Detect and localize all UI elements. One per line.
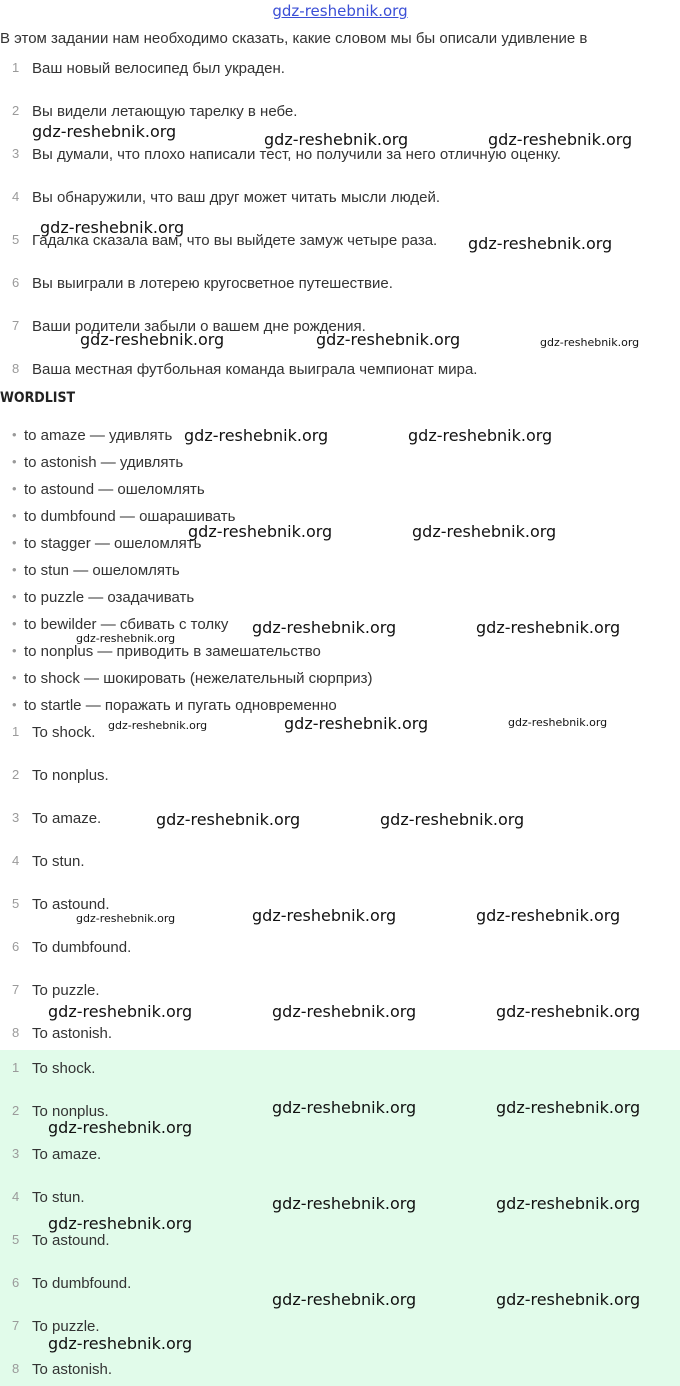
watermark-text: gdz-reshebnik.org xyxy=(272,1098,417,1117)
situation-text: Ваши родители забыли о вашем дне рождения. xyxy=(32,318,366,335)
situation-text: Вы выиграли в лотерею кругосветное путешествие. xyxy=(32,275,393,292)
wordlist-entry: to astonish — удивлять xyxy=(24,454,184,471)
wordlist-entry: to startle — поражать и пугать одновременно xyxy=(24,697,337,714)
wordlist-item xyxy=(0,427,680,449)
wordlist-entry: to stagger — ошеломлять xyxy=(24,535,202,552)
watermark-text: gdz-reshebnik.org xyxy=(540,336,640,349)
task-intro: В этом задании нам необходимо сказать, какие словом мы бы описали удивление в xyxy=(0,30,588,47)
watermark-text: gdz-reshebnik.org xyxy=(252,618,397,637)
watermark-text: gdz-reshebnik.org xyxy=(488,130,633,149)
answer-text: To shock. xyxy=(32,724,96,741)
highlighted-answer-text: To stun. xyxy=(32,1189,85,1206)
highlighted-answer-number: 7 xyxy=(12,1318,20,1333)
answer-item xyxy=(0,939,680,961)
answer-number: 4 xyxy=(12,853,20,868)
situation-number: 7 xyxy=(12,318,20,333)
highlighted-answer-item xyxy=(0,1361,680,1383)
situation-item xyxy=(0,361,680,383)
wordlist-item xyxy=(0,589,680,611)
wordlist-entry: to astound — ошеломлять xyxy=(24,481,205,498)
highlighted-answer-text: To nonplus. xyxy=(32,1103,109,1120)
watermark-text: gdz-reshebnik.org xyxy=(48,1002,193,1021)
wordlist-item xyxy=(0,481,680,503)
answer-item xyxy=(0,853,680,875)
highlighted-answer-number: 5 xyxy=(12,1232,20,1247)
situation-text: Вы видели летающую тарелку в небе. xyxy=(32,103,298,120)
situation-item xyxy=(0,189,680,211)
bullet-icon: • xyxy=(12,562,17,577)
bullet-icon: • xyxy=(12,427,17,442)
answer-item xyxy=(0,982,680,1004)
situation-number: 5 xyxy=(12,232,20,247)
highlighted-answer-number: 4 xyxy=(12,1189,20,1204)
answer-text: To amaze. xyxy=(32,810,102,827)
answer-number: 6 xyxy=(12,939,20,954)
wordlist-item xyxy=(0,670,680,692)
watermark-text: gdz-reshebnik.org xyxy=(496,1290,641,1309)
wordlist-entry: to shock — шокировать (нежелательный сюрприз) xyxy=(24,670,373,687)
watermark-text: gdz-reshebnik.org xyxy=(380,810,525,829)
situation-number: 3 xyxy=(12,146,20,161)
watermark-text: gdz-reshebnik.org xyxy=(76,912,176,925)
highlighted-answer-text: To dumbfound. xyxy=(32,1275,132,1292)
situation-number: 8 xyxy=(12,361,20,376)
wordlist-entry: to bewilder — сбивать с толку xyxy=(24,616,229,633)
situation-item xyxy=(0,146,680,168)
watermark-text: gdz-reshebnik.org xyxy=(156,810,301,829)
watermark-text: gdz-reshebnik.org xyxy=(476,618,621,637)
bullet-icon: • xyxy=(12,454,17,469)
situation-text: Гадалка сказала вам, что вы выйдете замуж четыре раза. xyxy=(32,232,438,249)
watermark-text: gdz-reshebnik.org xyxy=(316,330,461,349)
wordlist-title: WORDLIST xyxy=(0,390,76,406)
bullet-icon: • xyxy=(12,589,17,604)
bullet-icon: • xyxy=(12,616,17,631)
highlighted-answer-number: 8 xyxy=(12,1361,20,1376)
answer-item xyxy=(0,767,680,789)
watermark-text: gdz-reshebnik.org xyxy=(284,714,429,733)
bullet-icon: • xyxy=(12,535,17,550)
watermark-text: gdz-reshebnik.org xyxy=(252,906,397,925)
answer-number: 1 xyxy=(12,724,20,739)
watermark-text: gdz-reshebnik.org xyxy=(80,330,225,349)
situation-item xyxy=(0,275,680,297)
watermark-text: gdz-reshebnik.org xyxy=(468,234,613,253)
answer-number: 7 xyxy=(12,982,20,997)
answer-number: 2 xyxy=(12,767,20,782)
bullet-icon: • xyxy=(12,697,17,712)
answer-number: 3 xyxy=(12,810,20,825)
watermark-text: gdz-reshebnik.org xyxy=(188,522,333,541)
highlighted-answer-number: 3 xyxy=(12,1146,20,1161)
watermark-text: gdz-reshebnik.org xyxy=(496,1098,641,1117)
situation-text: Вы обнаружили, что ваш друг может читать мысли людей. xyxy=(32,189,441,206)
wordlist-entry: to dumbfound — ошарашивать xyxy=(24,508,236,525)
highlighted-answer-item xyxy=(0,1232,680,1254)
site-link[interactable]: gdz-reshebnik.org xyxy=(272,2,408,20)
wordlist-entry: to amaze — удивлять xyxy=(24,427,173,444)
highlighted-answer-number: 2 xyxy=(12,1103,20,1118)
wordlist-entry: to stun — ошеломлять xyxy=(24,562,180,579)
watermark-text: gdz-reshebnik.org xyxy=(508,716,608,729)
highlighted-answer-text: To astound. xyxy=(32,1232,110,1249)
wordlist-item xyxy=(0,454,680,476)
bullet-icon: • xyxy=(12,481,17,496)
situation-number: 6 xyxy=(12,275,20,290)
watermark-text: gdz-reshebnik.org xyxy=(408,426,553,445)
watermark-text: gdz-reshebnik.org xyxy=(48,1334,193,1353)
watermark-text: gdz-reshebnik.org xyxy=(412,522,557,541)
answer-item xyxy=(0,1025,680,1047)
answer-item xyxy=(0,810,680,832)
answer-text: To astound. xyxy=(32,896,110,913)
highlighted-answer-text: To amaze. xyxy=(32,1146,102,1163)
watermark-text: gdz-reshebnik.org xyxy=(264,130,409,149)
wordlist-entry: to puzzle — озадачивать xyxy=(24,589,195,606)
watermark-text: gdz-reshebnik.org xyxy=(272,1194,417,1213)
answer-text: To nonplus. xyxy=(32,767,109,784)
situation-number: 1 xyxy=(12,60,20,75)
answer-number: 8 xyxy=(12,1025,20,1040)
watermark-text: gdz-reshebnik.org xyxy=(272,1290,417,1309)
highlighted-answer-item xyxy=(0,1146,680,1168)
watermark-text: gdz-reshebnik.org xyxy=(48,1214,193,1233)
answer-text: To puzzle. xyxy=(32,982,100,999)
situation-text: Ваша местная футбольная команда выиграла чемпионат мира. xyxy=(32,361,478,378)
watermark-text: gdz-reshebnik.org xyxy=(76,632,176,645)
wordlist-item xyxy=(0,508,680,530)
watermark-text: gdz-reshebnik.org xyxy=(272,1002,417,1021)
bullet-icon: • xyxy=(12,643,17,658)
situation-number: 4 xyxy=(12,189,20,204)
situation-text: Вы думали, что плохо написали тест, но получили за него отличную оценку. xyxy=(32,146,561,163)
situation-item xyxy=(0,60,680,82)
answer-text: To astonish. xyxy=(32,1025,113,1042)
watermark-text: gdz-reshebnik.org xyxy=(48,1118,193,1137)
watermark-text: gdz-reshebnik.org xyxy=(32,122,177,141)
highlighted-answer-text: To puzzle. xyxy=(32,1318,100,1335)
bullet-icon: • xyxy=(12,508,17,523)
situation-text: Ваш новый велосипед был украден. xyxy=(32,60,285,77)
watermark-text: gdz-reshebnik.org xyxy=(184,426,329,445)
watermark-text: gdz-reshebnik.org xyxy=(496,1002,641,1021)
watermark-text: gdz-reshebnik.org xyxy=(108,719,208,732)
situation-number: 2 xyxy=(12,103,20,118)
watermark-text: gdz-reshebnik.org xyxy=(476,906,621,925)
wordlist-item xyxy=(0,535,680,557)
highlighted-answer-number: 1 xyxy=(12,1060,20,1075)
wordlist-item xyxy=(0,643,680,665)
bullet-icon: • xyxy=(12,670,17,685)
answer-number: 5 xyxy=(12,896,20,911)
highlighted-answer-number: 6 xyxy=(12,1275,20,1290)
wordlist-item xyxy=(0,562,680,584)
highlighted-answer-text: To shock. xyxy=(32,1060,96,1077)
answer-text: To stun. xyxy=(32,853,85,870)
wordlist-entry: to nonplus — приводить в замешательство xyxy=(24,643,321,660)
watermark-text: gdz-reshebnik.org xyxy=(40,218,185,237)
highlighted-answer-item xyxy=(0,1060,680,1082)
highlighted-answer-text: To astonish. xyxy=(32,1361,113,1378)
watermark-text: gdz-reshebnik.org xyxy=(496,1194,641,1213)
answer-text: To dumbfound. xyxy=(32,939,132,956)
